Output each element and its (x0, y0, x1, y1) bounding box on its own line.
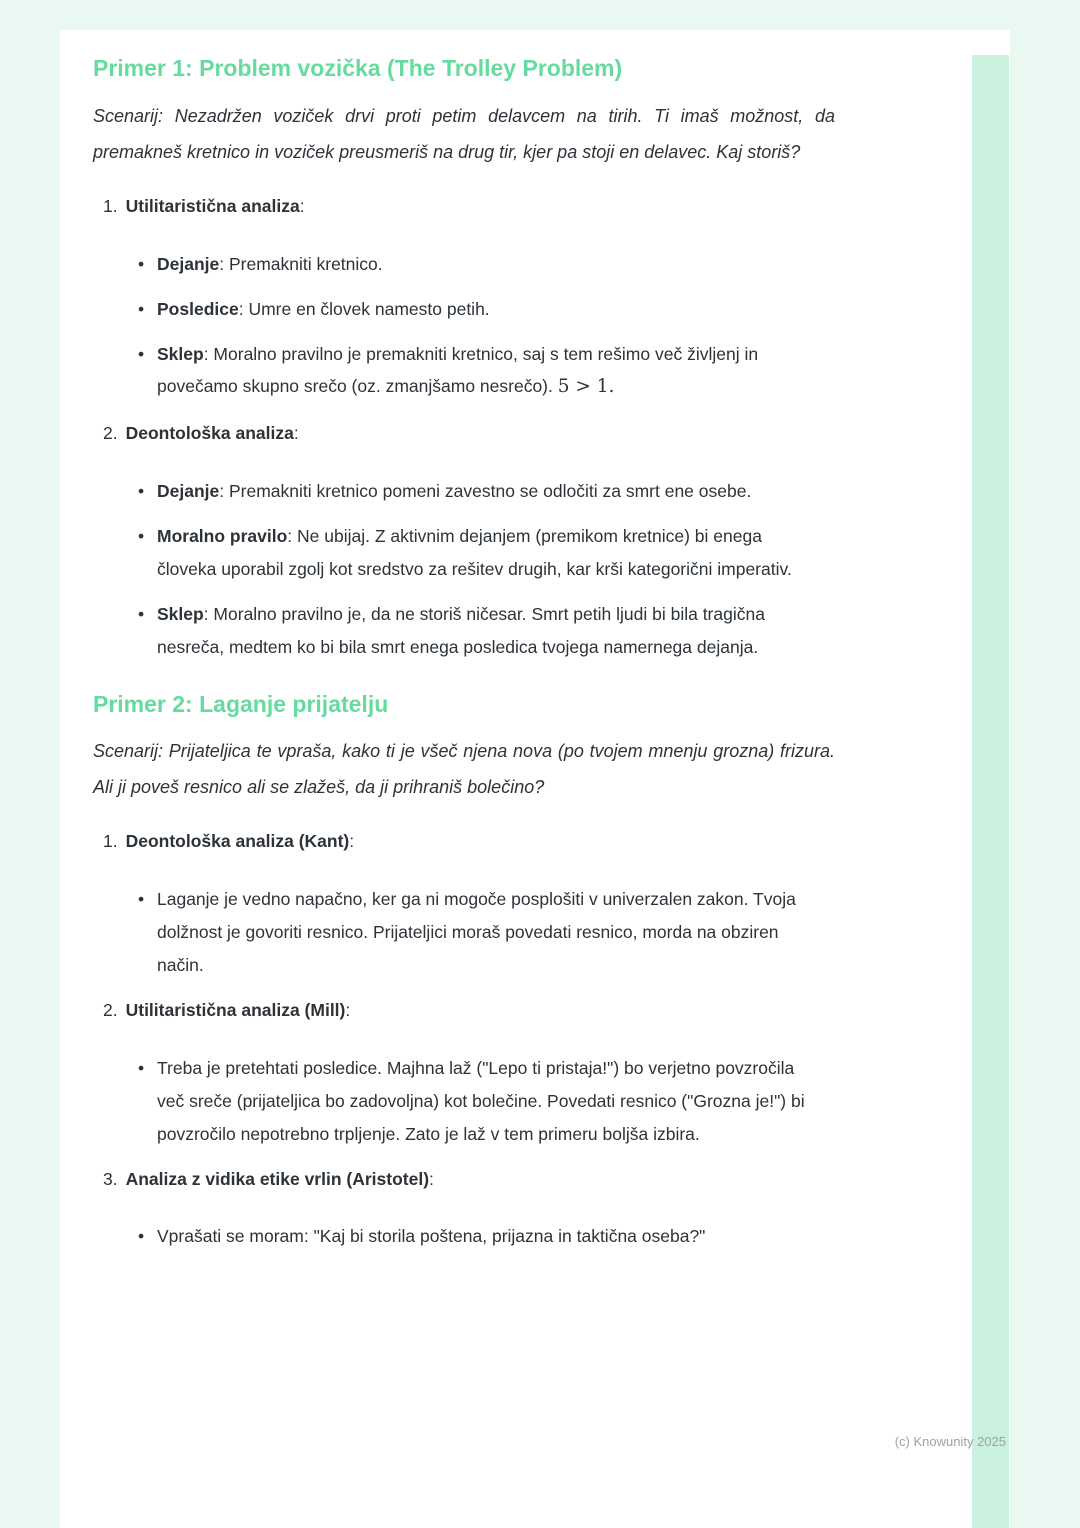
analysis-list (93, 825, 835, 1253)
right-accent-bar (972, 55, 1009, 1528)
bullet-item (138, 338, 835, 406)
bullet-lead: Moralno pravilo (157, 526, 288, 546)
bullet-lead: Dejanje (157, 253, 220, 274)
item-colon: : (429, 1168, 434, 1189)
bullet-list (93, 1052, 835, 1151)
bullet-item (138, 598, 835, 664)
bullet-lead: Posledice (157, 298, 239, 319)
bullet-text: : Moralno pravilno je, da ne storiš ničesar. Smrt petih ljudi bi bila tragična nesreča, medtem ko bi bila smrt enega posledica tvojega namernega dejanja. (157, 603, 765, 657)
item-title: Deontološka analiza (125, 423, 294, 444)
item-title: Utilitaristična analiza (Mill) (125, 1000, 346, 1021)
scenario-paragraph: Scenarij: Prijateljica te vpraša, kako ti je všeč njena nova (po tvojem mnenju grozna) frizura. Ali ji poveš resnico ali se zlažeš, da ji prihraniš bolečino? (93, 741, 835, 798)
bullet-item (138, 1220, 835, 1253)
bullet-item (138, 248, 835, 281)
item-colon: : (299, 195, 305, 216)
item-number: 2. (103, 423, 118, 444)
item-colon: : (345, 1000, 351, 1021)
scenario-paragraph: Scenarij: Nezadržen voziček drvi proti petim delavcem na tirih. Ti imaš možnost, da premakneš kretnico in voziček preusmeriš na drug tir, kjer pa stoji en delavec. Kaj storiš? (93, 105, 835, 162)
item-title: Deontološka analiza (Kant) (125, 831, 350, 852)
analysis-item (93, 417, 835, 663)
bullet-item (138, 475, 835, 508)
bullet-item (138, 1052, 835, 1151)
bullet-text: Vprašati se moram: "Kaj bi storila poštena, prijazna in taktična oseba?" (157, 1226, 706, 1247)
bullet-lead: Dejanje (157, 481, 220, 502)
bullet-item (138, 520, 835, 586)
document-page (60, 30, 1010, 1528)
bullet-text: Treba je pretehtati posledice. Majhna laž ("Lepo ti pristaja!") bo verjetno povzročila več sreče (prijateljica bo zadovoljna) kot bolečine. Povedati resnico ("Grozna je!") bi povzročilo nepotrebno trpljenje. Zato je laž v tem primeru boljša izbira. (157, 1057, 805, 1144)
bullet-item (138, 883, 835, 982)
bullet-text: : Umre en človek namesto petih. (238, 298, 490, 319)
bullet-text: : Premakniti kretnico pomeni zavestno se odločiti za smrt ene osebe. (219, 481, 752, 502)
bullet-lead: Sklep (157, 603, 204, 624)
analysis-item-label (103, 1163, 835, 1196)
analysis-list (93, 190, 835, 664)
bullet-text: : Premakniti kretnico. (219, 253, 383, 274)
analysis-item-label (103, 825, 835, 858)
item-number: 1. (103, 831, 118, 852)
bullet-list (93, 1220, 835, 1253)
document-body (93, 54, 835, 1265)
bullet-text: : Moralno pravilno je premakniti kretnico, saj s tem rešimo več življenj in povečamo skupno srečo (oz. zmanjšamo nesrečo). (157, 343, 759, 397)
item-number: 1. (103, 195, 118, 216)
section-1 (93, 54, 835, 664)
bullet-text: Laganje je vedno napačno, ker ga ni mogoče posplošiti v univerzalen zakon. Tvoja dolžnost je govoriti resnico. Prijateljici moraš povedati resnico, morda na obziren način. (157, 889, 796, 976)
bullet-item (138, 293, 835, 326)
section-heading: Primer 2: Laganje prijatelju (93, 690, 389, 717)
item-title: Utilitaristična analiza (125, 195, 300, 216)
bullet-list (93, 883, 835, 982)
section-heading: Primer 1: Problem vozička (The Trolley Problem) (93, 55, 623, 81)
analysis-item-label (103, 417, 835, 450)
analysis-item (93, 1163, 835, 1254)
analysis-item (93, 825, 835, 982)
bullet-list (93, 248, 835, 405)
item-title: Analiza z vidika etike vrlin (Aristotel) (125, 1168, 430, 1189)
section-2 (93, 690, 835, 1254)
analysis-item-label (103, 190, 835, 223)
bullet-list (93, 475, 835, 663)
item-number: 3. (103, 1168, 118, 1189)
math-expression: 5 > 1. (557, 376, 615, 398)
bullet-lead: Sklep (157, 343, 204, 364)
analysis-item (93, 190, 835, 405)
item-colon: : (293, 423, 299, 444)
footer-credit: (c) Knowunity 2025 (894, 1434, 1006, 1449)
item-number: 2. (103, 1000, 118, 1021)
analysis-item-label (103, 994, 835, 1027)
bullet-text: : Ne ubijaj. Z aktivnim dejanjem (premikom kretnice) bi enega človeka uporabil zgolj kot sredstvo za rešitev drugih, kar krši kategorični imperativ. (157, 526, 792, 579)
item-colon: : (349, 831, 355, 852)
analysis-item (93, 994, 835, 1151)
